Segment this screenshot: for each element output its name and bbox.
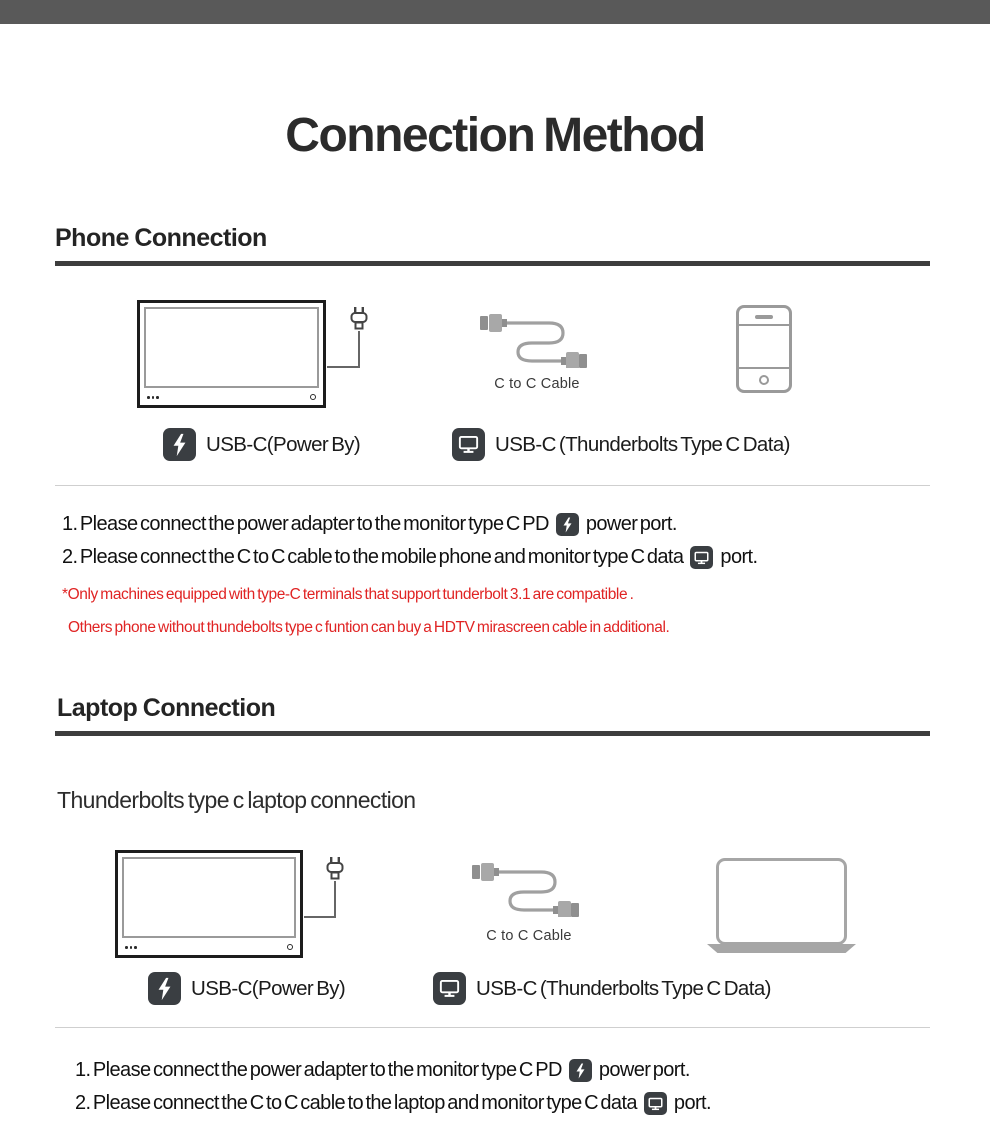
- laptop-icon: [716, 858, 847, 945]
- power-port-icon: [556, 513, 579, 536]
- step-text: 1. Please connect the power adapter to the monitor type C PD: [75, 1059, 562, 1081]
- c-to-c-cable-icon-2: [470, 855, 588, 917]
- data-port-icon-inline: [690, 546, 713, 569]
- compatibility-note-1: *Only machines equipped with type-C terminals that support tunderbolt 3.1 are compatible .: [62, 586, 634, 603]
- legend-power: [163, 428, 360, 461]
- power-wire-horizontal: [327, 366, 360, 368]
- phone-icon: [736, 305, 792, 393]
- legend-data: [452, 428, 790, 461]
- c-to-c-cable-icon: [478, 306, 596, 368]
- legend-data-label: USB-C (Thunderbolts Type C Data): [495, 432, 790, 456]
- power-plug-icon: [346, 306, 372, 332]
- monitor-diagram-2: [115, 850, 303, 958]
- legend-data-label: USB-C (Thunderbolts Type C Data): [476, 976, 771, 1000]
- phone-step-1: [62, 513, 677, 536]
- laptop-step-1: [75, 1059, 690, 1082]
- laptop-section-rule: [55, 731, 930, 736]
- monitor-bottom-bar: [122, 942, 296, 953]
- monitor-buttons: [125, 946, 137, 949]
- separator-line: [55, 485, 930, 486]
- phone-speaker: [755, 315, 773, 319]
- phone-bottom-line: [739, 367, 789, 369]
- monitor-led: [287, 944, 293, 950]
- data-port-icon-inline: [644, 1092, 667, 1115]
- monitor-buttons: [147, 396, 159, 399]
- cable-label: C to C Cable: [494, 376, 580, 392]
- phone-home-button: [759, 375, 769, 385]
- data-port-icon: [452, 428, 485, 461]
- monitor-screen: [144, 307, 319, 388]
- data-port-icon: [433, 972, 466, 1005]
- power-wire-vertical: [358, 331, 360, 368]
- step-text-tail: port.: [720, 546, 758, 568]
- phone-section-rule: [55, 261, 930, 266]
- monitor-screen: [122, 857, 296, 938]
- laptop-base: [707, 944, 856, 953]
- step-text-tail: power port.: [585, 513, 677, 535]
- laptop-subheading: Thunderbolts type c laptop connection: [57, 787, 416, 813]
- page-title: Connection Method: [285, 109, 705, 162]
- legend-data-2: [433, 972, 771, 1005]
- legend-power-label: USB-C(Power By): [206, 432, 361, 456]
- power-plug-icon-2: [322, 856, 348, 882]
- power-icon: [148, 972, 181, 1005]
- step-text-tail: power port.: [598, 1059, 690, 1081]
- step-text: 1. Please connect the power adapter to the monitor type C PD: [62, 513, 549, 535]
- monitor-bottom-bar: [144, 392, 319, 403]
- power-wire-vertical-2: [334, 881, 336, 917]
- phone-top-line: [739, 324, 789, 326]
- legend-power-2: [148, 972, 345, 1005]
- cable-label-2: C to C Cable: [486, 928, 572, 944]
- separator-line-2: [55, 1027, 930, 1028]
- top-bar: [0, 0, 990, 24]
- monitor-diagram: [137, 300, 326, 408]
- laptop-step-2: [75, 1092, 711, 1115]
- step-text-tail: port.: [673, 1092, 711, 1114]
- power-icon: [163, 428, 196, 461]
- step-text: 2. Please connect the C to C cable to the mobile phone and monitor type C data: [62, 546, 684, 568]
- laptop-section-heading: Laptop Connection: [57, 694, 276, 722]
- phone-section-heading: Phone Connection: [55, 224, 267, 252]
- compatibility-note-2: Others phone without thundebolts type c funtion can buy a HDTV mirascreen cable in additional.: [68, 619, 670, 636]
- monitor-led: [310, 394, 316, 400]
- step-text: 2. Please connect the C to C cable to the laptop and monitor type C data: [75, 1092, 637, 1114]
- legend-power-label: USB-C(Power By): [191, 976, 346, 1000]
- phone-step-2: [62, 546, 757, 569]
- power-port-icon: [569, 1059, 592, 1082]
- power-wire-horizontal-2: [304, 916, 336, 918]
